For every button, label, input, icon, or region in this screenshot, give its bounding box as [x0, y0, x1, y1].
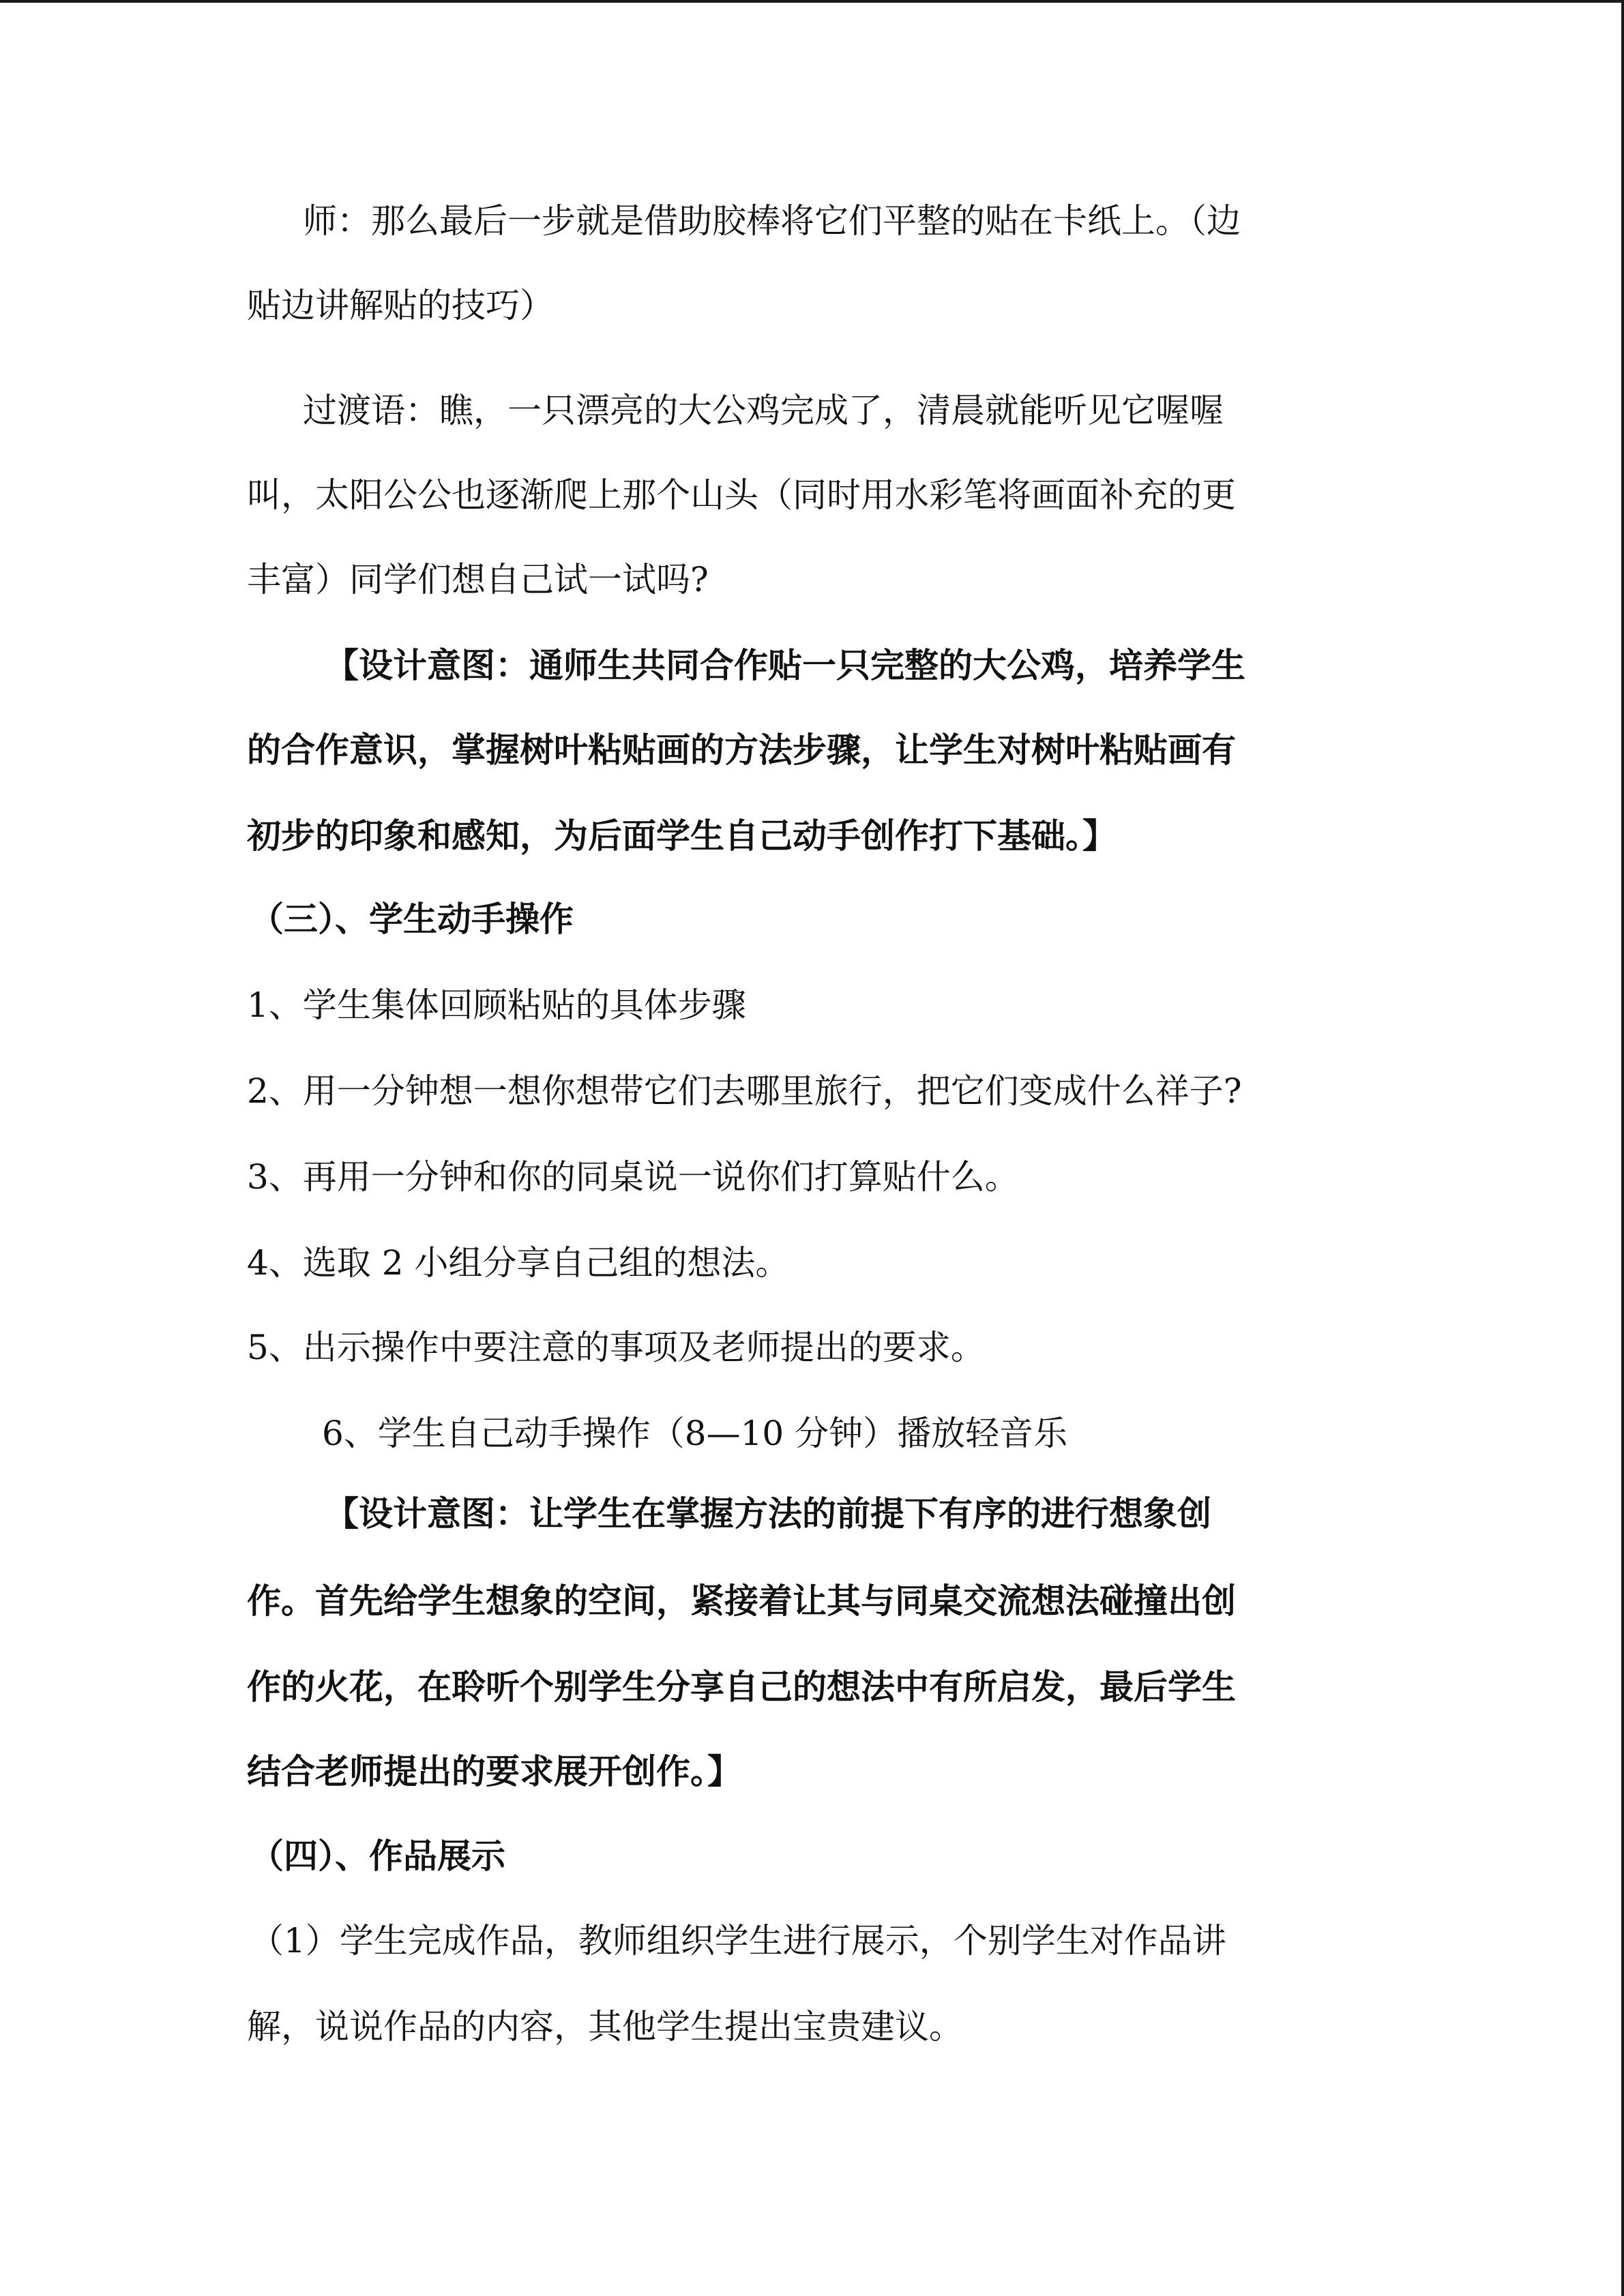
- design-intent-line: 作。首先给学生想象的空间，紧接着让其与同桌交流想法碰撞出创: [247, 1581, 1236, 1621]
- design-intent-line: 结合老师提出的要求展开创作。】: [247, 1752, 741, 1791]
- design-intent-line: 初步的印象和感知，为后面学生自己动手创作打下基础。】: [247, 816, 1117, 856]
- paragraph-line: 师：那么最后一步就是借助胶棒将它们平整的贴在卡纸上。（边: [303, 201, 1241, 241]
- design-intent-line: 【设计意图：让学生在掌握方法的前提下有序的进行想象创: [325, 1494, 1211, 1534]
- list-item: 1、学生集体回顾粘贴的具体步骤: [247, 985, 746, 1025]
- design-intent-line: 【设计意图：通师生共同合作贴一只完整的大公鸡，培养学生: [325, 646, 1245, 685]
- paragraph-line: 解，说说作品的内容，其他学生提出宝贵建议。: [247, 2007, 963, 2046]
- design-intent-line: 作的火花，在聆听个别学生分享自己的想法中有所启发，最后学生: [247, 1667, 1236, 1707]
- paragraph-line: （1）学生完成作品，教师组织学生进行展示，个别学生对作品讲: [250, 1921, 1226, 1960]
- paragraph-line: 贴边讲解贴的技巧）: [247, 286, 554, 325]
- list-item: 4、选取 2 小组分享自己组的想法。: [247, 1243, 790, 1283]
- section-heading: （四）、作品展示: [250, 1836, 505, 1876]
- design-intent-line: 的合作意识，掌握树叶粘贴画的方法步骤，让学生对树叶粘贴画有: [247, 730, 1236, 770]
- page-right-border: [1621, 0, 1624, 2296]
- section-heading: （三）、学生动手操作: [250, 899, 574, 939]
- paragraph-line: 过渡语：瞧，一只漂亮的大公鸡完成了，清晨就能听见它喔喔: [303, 391, 1224, 430]
- list-item: 2、用一分钟想一想你想带它们去哪里旅行，把它们变成什么祥子?: [247, 1071, 1242, 1111]
- list-item: 5、出示操作中要注意的事项及老师提出的要求。: [247, 1328, 985, 1367]
- page-top-border: [0, 0, 1624, 3]
- paragraph-line: 丰富）同学们想自己试一试吗?: [247, 560, 709, 599]
- list-item: 6、学生自己动手操作（8—10 分钟）播放轻音乐: [322, 1414, 1068, 1453]
- list-item: 3、再用一分钟和你的同桌说一说你们打算贴什么。: [247, 1157, 1019, 1197]
- paragraph-line: 叫，太阳公公也逐渐爬上那个山头（同时用水彩笔将画面补充的更: [247, 475, 1236, 515]
